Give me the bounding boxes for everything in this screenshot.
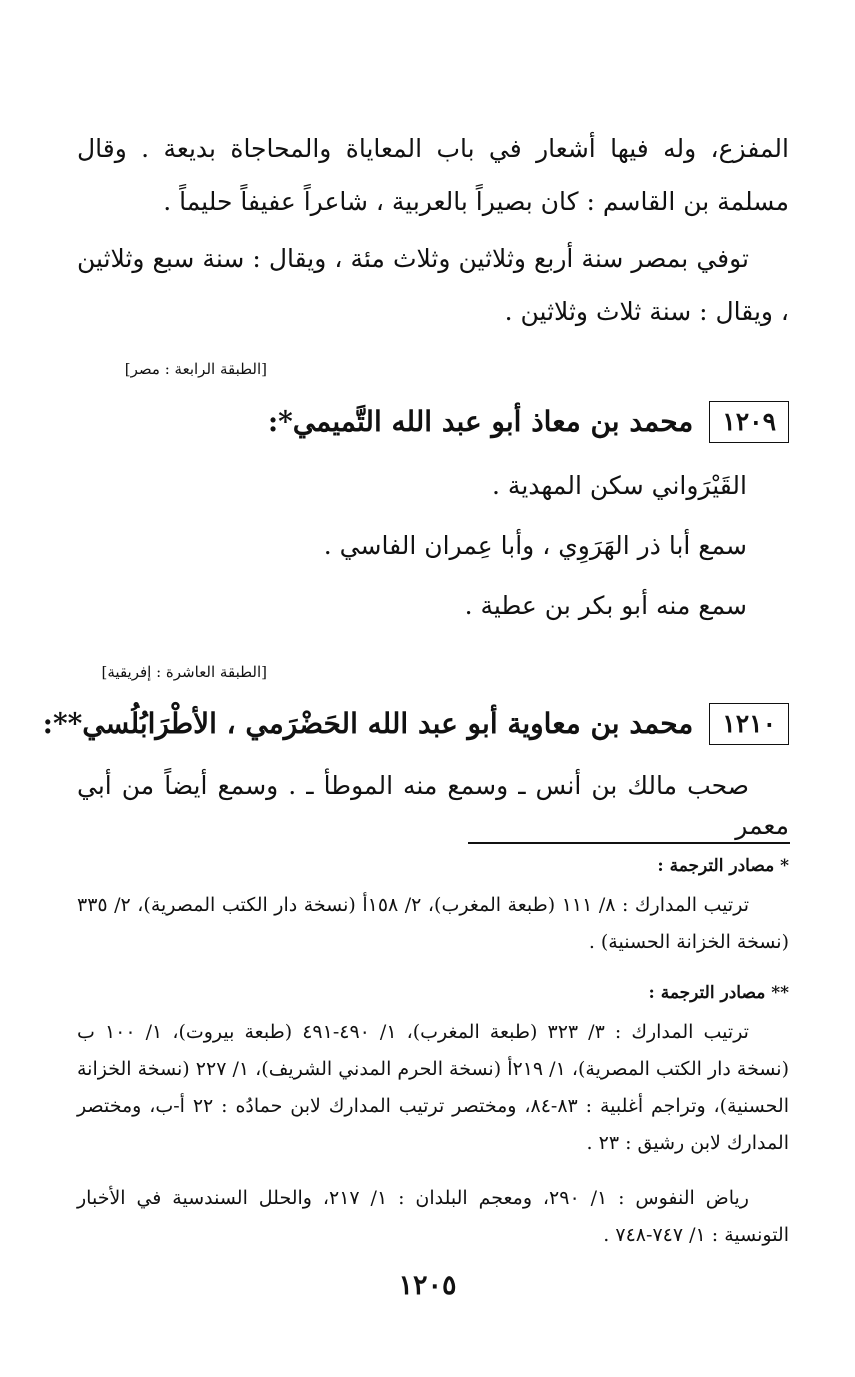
tier-label-1209: [الطبقة الرابعة : مصر]	[124, 360, 267, 378]
entry-1210-line-1: صحب مالك بن أنس ـ وسمع منه الموطأ ـ . وسمع أيضاً من أبي معمر	[77, 771, 789, 840]
entry-1209-line-3: سمع منه أبو بكر بن عطية .	[464, 591, 747, 620]
tier-label-1210: [الطبقة العاشرة : إفريقية]	[101, 663, 267, 681]
entry-heading-1210	[42, 702, 789, 746]
footnote-separator	[468, 842, 790, 844]
body-paragraph-2: توفي بمصر سنة أربع وثلاثين وثلاث مئة ، ويقال : سنة سبع وثلاثين ، ويقال : سنة ثلاث وثلاثين .	[77, 244, 789, 326]
entry-name-1209: محمد بن معاذ أبو عبد الله التَّميمي*:	[267, 405, 694, 438]
entry-name-1210: محمد بن معاوية أبو عبد الله الحَضْرَمي ، الأطْرَابُلُسي**:	[42, 707, 694, 740]
page-number: ١٢٠٥	[398, 1270, 457, 1301]
entry-heading-1209	[77, 400, 789, 444]
footnote-2-text-1: ترتيب المدارك : ٣/ ٣٢٣ (طبعة المغرب)، ١/ ٤٩٠-٤٩١ (طبعة بيروت)، ١/ ١٠٠ ب (نسخة دار الكتب المصرية)، ١/ ٢١٩أ (نسخة الحرم المدني الشريف)، ١/ ٢٢٧ (نسخة الخزانة الحسنية)، وتراجم أغلبية : ٨٣-٨٤، ومختصر ترتيب المدارك لابن حمادُه : ٢٢ أ-ب، ومختصر المدارك لابن رشيق : ٢٣ .	[77, 1021, 790, 1154]
entry-number-1210: ١٢١٠	[709, 703, 789, 745]
footnote-2-heading: ** مصادر الترجمة :	[648, 983, 789, 1003]
entry-1209-line-1: القَيْرَواني سكن المهدية .	[492, 471, 747, 500]
footnote-1-heading: * مصادر الترجمة :	[657, 856, 789, 876]
body-paragraph-1: المفزع، وله فيها أشعار في باب المعاياة والمحاجاة بديعة . وقال مسلمة بن القاسم : كان بصيراً بالعربية ، شاعراً عفيفاً حليماً .	[77, 134, 789, 216]
footnote-2-text-2: رياض النفوس : ١/ ٢٩٠، ومعجم البلدان : ١/ ٢١٧، والحلل السندسية في الأخبار التونسية : ١/ ٧٤٧-٧٤٨ .	[77, 1187, 789, 1246]
footnote-1-text: ترتيب المدارك : ٨/ ١١١ (طبعة المغرب)، ٢/ ١٥٨أ (نسخة دار الكتب المصرية)، ٢/ ٣٣٥ (نسخة الخزانة الحسنية) .	[77, 894, 789, 953]
entry-number-1209: ١٢٠٩	[709, 401, 789, 443]
entry-1209-line-2: سمع أبا ذر الهَرَوِي ، وأبا عِمران الفاسي .	[323, 531, 747, 560]
